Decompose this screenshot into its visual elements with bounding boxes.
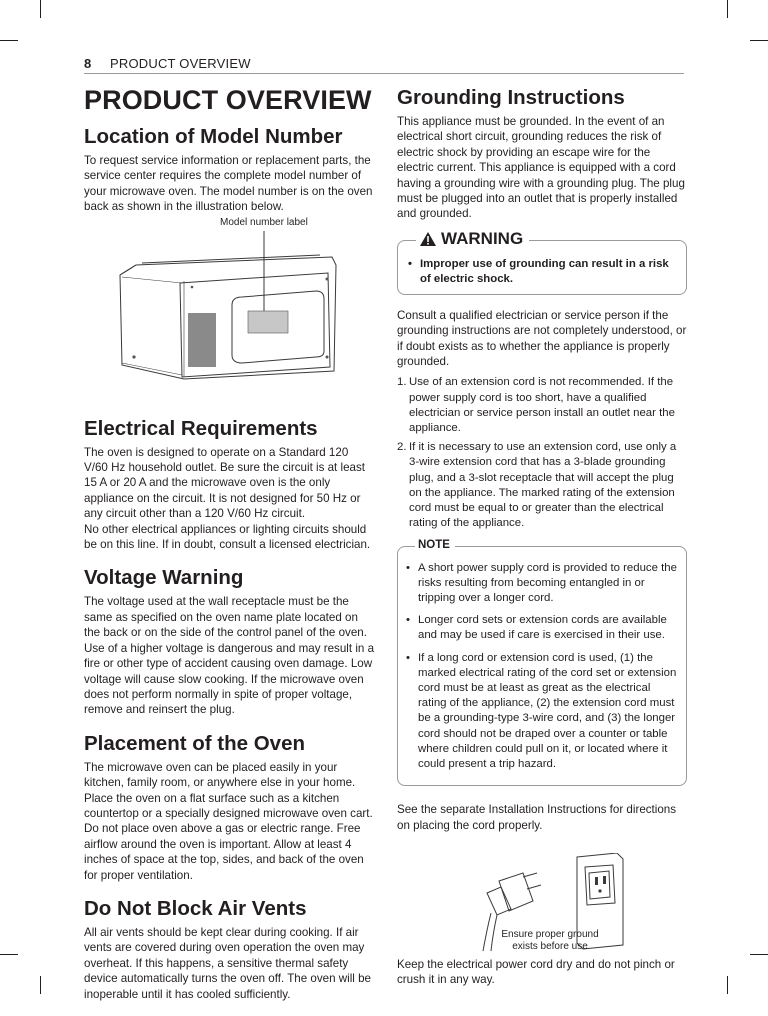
- section-heading: Grounding Instructions: [397, 86, 625, 109]
- note-item: [406, 561, 678, 607]
- bullet-icon: •: [406, 614, 410, 627]
- crop-mark: [40, 976, 41, 994]
- crop-mark: [750, 954, 768, 955]
- section-body: This appliance must be grounded. In the event of an electrical short circuit, grounding reduces the risk of electric shock by providing an escape wire for the electric current. This appliance is equipped with a cord having a grounding wire with a grounding plug. The plug must be plugged into an outlet that is properly installed and grounded.: [397, 115, 685, 221]
- note-text: A short power supply cord is provided to reduce the risks resulting from becoming entangled in or tripping over a longer cord.: [418, 561, 677, 604]
- page-header: [84, 56, 684, 74]
- section-do-not-block-air-vents: [84, 897, 374, 1002]
- crop-mark: [727, 976, 728, 994]
- note-item: [406, 651, 678, 773]
- note-text: Longer cord sets or extension cords are available and may be used if care is exercised in their use.: [418, 614, 667, 642]
- figure-label: Model number label: [220, 216, 308, 228]
- section-grounding-instructions: [397, 86, 687, 222]
- section-body: The voltage used at the wall receptacle must be the same as specified on the oven name plate located on the back or on the side of the control panel of the oven. Use of a higher voltage is dangerous and may result in a fire or other type of accident causing oven damage. Low voltage will cause slow cooking. If the microwave oven does not perform normally in spite of proper voltage, remove and reinsert the plug.: [84, 595, 375, 717]
- crop-mark: [40, 0, 41, 18]
- section-heading: Do Not Block Air Vents: [84, 896, 307, 920]
- note-box: [397, 538, 687, 787]
- numbered-list: [397, 375, 687, 531]
- bullet-icon: •: [406, 561, 410, 574]
- section-body: All air vents should be kept clear during cooking. If air vents are covered during oven operation the oven may overheat. If this happens, a sensitive thermal safety device automatically turns the oven off. The oven will be inoperable until it has cooled sufficiently.: [84, 925, 372, 1001]
- warning-item: [408, 257, 676, 287]
- crop-mark: [0, 40, 18, 41]
- bullet-icon: •: [406, 651, 410, 664]
- warning-label: WARNING: [441, 228, 524, 248]
- plug-caption: Ensure proper ground exists before use: [501, 928, 599, 952]
- right-column: [397, 86, 687, 988]
- crop-mark: [727, 0, 728, 18]
- warning-text: Improper use of grounding can result in a risk of electric shock.: [420, 257, 669, 285]
- oven-back-illustration: [84, 217, 374, 407]
- warning-box: [397, 228, 687, 295]
- note-label: NOTE: [415, 539, 455, 551]
- note-text: If a long cord or extension cord is used, (1) the marked electrical rating of the cord set or extension cord must be at least as great as the electrical rating of the appliance, (2) the extension cord must be a grounding-type 3-wire cord, and (3) the longer cord should not be draped over a counter or table where children could pull on it, or located where it could present a trip hazard.: [418, 651, 677, 770]
- list-text: Use of an extension cord is not recommended. If the power supply cord is too short, have a qualified electrician or service person install an outlet near the appliance.: [409, 376, 675, 435]
- microwave-back-drawing: [84, 217, 374, 407]
- section-heading: Placement of the Oven: [84, 731, 306, 755]
- list-item: [397, 375, 687, 436]
- section-body-continued: No other electrical appliances or lighting circuits should be on this line. If in doubt, consult a licensed electrician.: [84, 522, 371, 552]
- warning-title: [416, 229, 529, 249]
- section-body: The microwave oven can be placed easily in your kitchen, family room, or anywhere else in your home. Place the oven on a flat surface such as a kitchen countertop or a specially designed microwave oven cart. Do not place oven above a gas or electric range. Free airflow around the oven is important. Allow at least 4 inches of space at the top, sides, and back of the oven for proper ventilation.: [84, 760, 373, 882]
- section-placement-of-the-oven: [84, 732, 374, 883]
- section-electrical-requirements: [84, 417, 374, 553]
- consult-paragraph: Consult a qualified electrician or service person if the grounding instructions are not completely understood, or if doubt exists as to whether the appliance is properly grounded.: [397, 308, 687, 369]
- page-number: 8: [84, 56, 92, 71]
- section-location-of-model-number: [84, 125, 374, 407]
- crop-mark: [0, 954, 18, 955]
- plug-outlet-illustration: [397, 853, 687, 953]
- section-body: To request service information or replacement parts, the service center requires the complete model number of your microwave oven. The model number is on the oven back as shown in the illustration below.: [84, 154, 373, 214]
- keep-cord-dry-paragraph: Keep the electrical power cord dry and do not pinch or crush it in any way.: [397, 957, 675, 987]
- warning-triangle-icon: [419, 231, 437, 247]
- list-item: [397, 440, 687, 531]
- bullet-icon: •: [408, 257, 412, 270]
- section-voltage-warning: [84, 566, 374, 717]
- list-text: If it is necessary to use an extension cord, use only a 3-wire extension cord that has a 3-blade grounding plug, and a 3-slot receptacle that will accept the plug on the appliance. The marked rating of the extension cord must be equal to or greater than the electrical rating of the appliance.: [409, 441, 677, 530]
- list-number: 2.: [397, 441, 407, 454]
- section-body: The oven is designed to operate on a Standard 120 V/60 Hz household outlet. Be sure the circuit is at least 15 A or 20 A and the microwave oven is the only appliance on the circuit. It is not designed for 50 Hz or any circuit other than a 120 V/60 Hz circuit.: [84, 445, 365, 521]
- note-item: [406, 613, 678, 643]
- list-number: 1.: [397, 376, 407, 389]
- installation-instructions-paragraph: See the separate Installation Instructions for directions on placing the cord properly.: [397, 803, 677, 832]
- crop-mark: [750, 40, 768, 41]
- page-title: PRODUCT OVERVIEW: [84, 85, 372, 115]
- section-heading: Location of Model Number: [84, 125, 343, 148]
- left-column: [84, 86, 374, 1016]
- header-section-title: PRODUCT OVERVIEW: [110, 56, 251, 71]
- section-heading: Electrical Requirements: [84, 416, 318, 440]
- section-heading: Voltage Warning: [84, 566, 244, 590]
